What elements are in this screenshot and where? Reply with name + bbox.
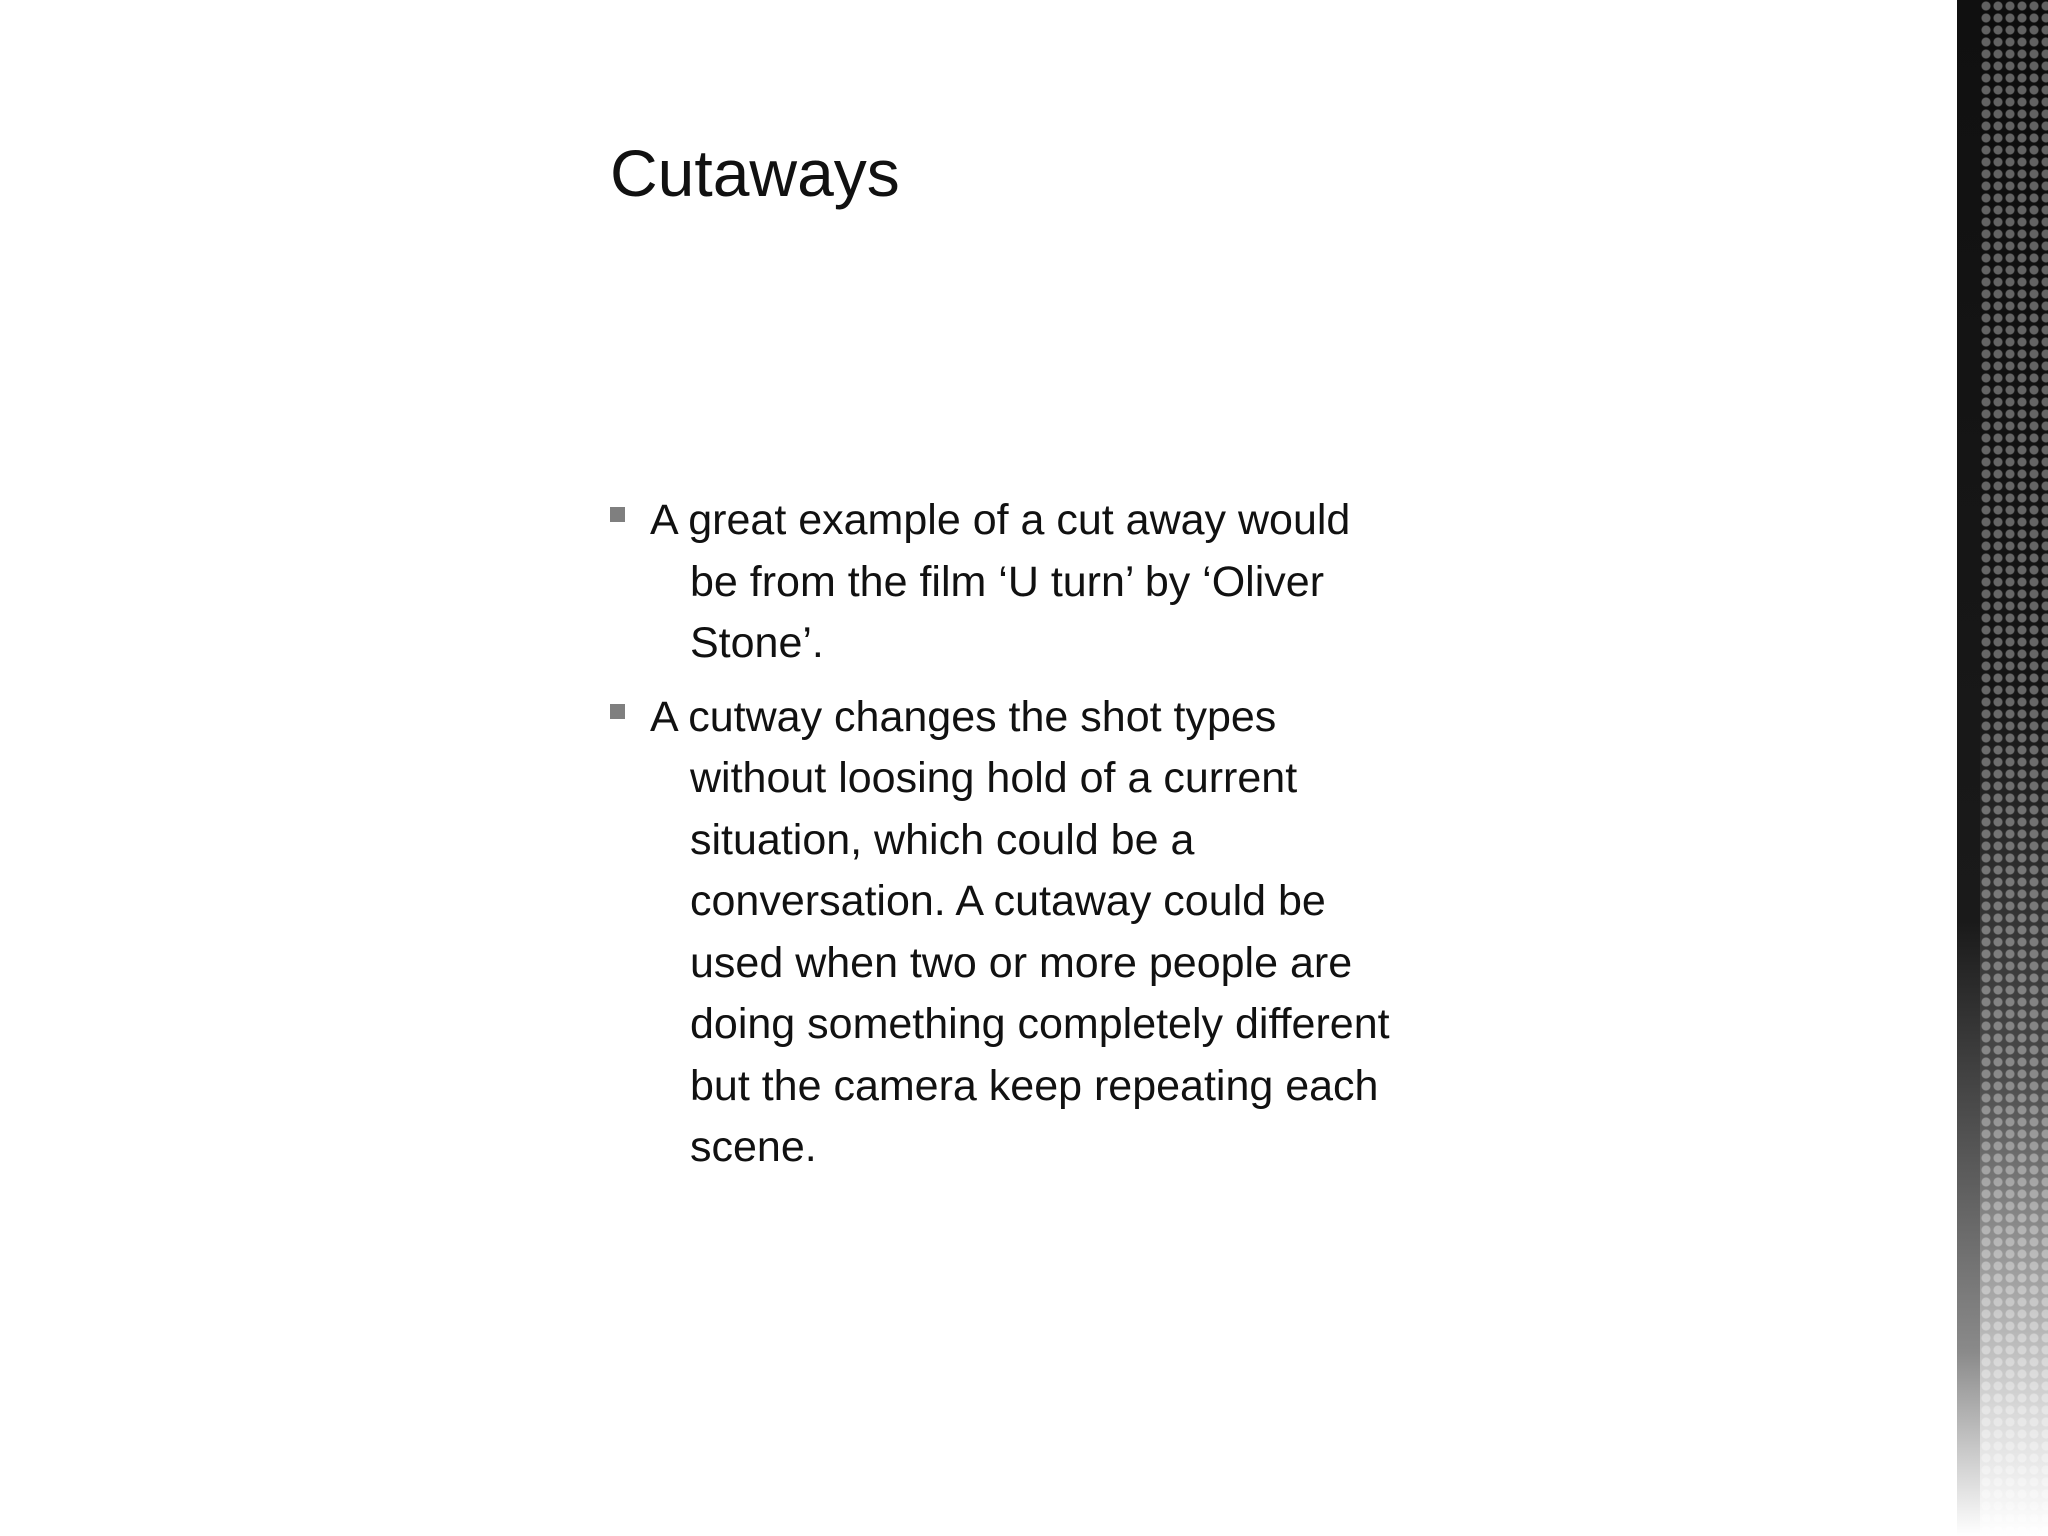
bullet-item	[610, 490, 1400, 675]
slide-title: Cutaways	[610, 136, 900, 210]
square-bullet-icon	[610, 507, 625, 522]
decorative-side-band-inner	[1956, 0, 1980, 1536]
decorative-side-band	[1980, 0, 2048, 1536]
bullet-text: A great example of a cut away would be from the film ‘U turn’ by ‘Oliver Stone’.	[650, 496, 1351, 667]
decorative-band-divider	[1955, 0, 1957, 1536]
bullet-text: A cutway changes the shot types without loosing hold of a current situation, which could be a conversation. A cutaway could be used when two or more people are doing something completely different but the camera keep repeating each scene.	[650, 692, 1390, 1171]
bullet-list	[610, 490, 1400, 1191]
bullet-item	[610, 687, 1400, 1179]
square-bullet-icon	[610, 704, 625, 719]
